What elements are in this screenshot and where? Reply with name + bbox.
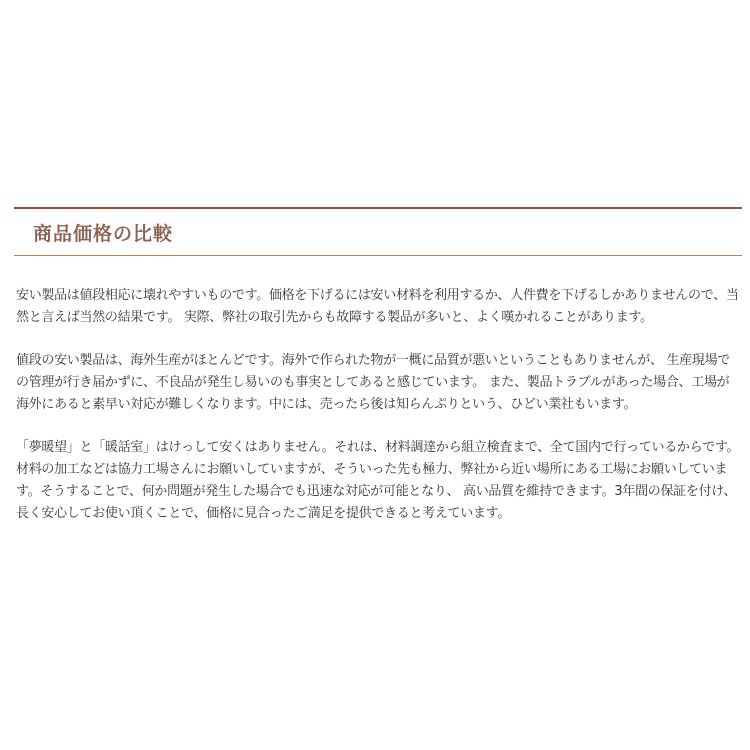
- section-heading: 商品価格の比較: [33, 222, 174, 245]
- heading-band: [14, 209, 742, 255]
- paragraph-overseas-production: 値段の安い製品は、海外生産がほとんどです。海外で作られた物が一概に品質が悪いということもありませんが、 生産現場での管理が行き届かずに、不良品が発生し易いのも事実としてあると感じています。 また、製品トラブルがあった場合、工場が海外にあると素早い対応が難しくなります。中には、売ったら後は知らんぷりという、ひどい業社もいます。: [16, 353, 730, 412]
- paragraph-low-price-quality: 安い製品は値段相応に壊れやすいものです。価格を下げるには安い材料を利用するか、人件費を下げるしかありませんので、当然と言えば当然の結果です。 実際、弊社の取引先からも故障する製品が多いと、よく嘆かれることがあります。: [16, 288, 739, 325]
- section-header: [14, 207, 742, 256]
- heading-bottom-rule: [14, 255, 742, 256]
- paragraph-domestic-manufacturing: 「夢暖望」と「暖話室」はけっして安くはありません。それは、材料調達から組立検査まで、全て国内で行っているからです。 材料の加工などは協力工場さんにお願いしていますが、そういった先も極力、弊社から近い場所にある工場にお願いしています。そうすることで、何か問題が発生した場合でも迅速な対応が可能となり、 高い品質を維持できます。3年間の保証を付け、長く安心してお使い頂くことで、価格に見合ったご満足を提供できると考えています。: [16, 440, 740, 521]
- section-body: [16, 285, 742, 546]
